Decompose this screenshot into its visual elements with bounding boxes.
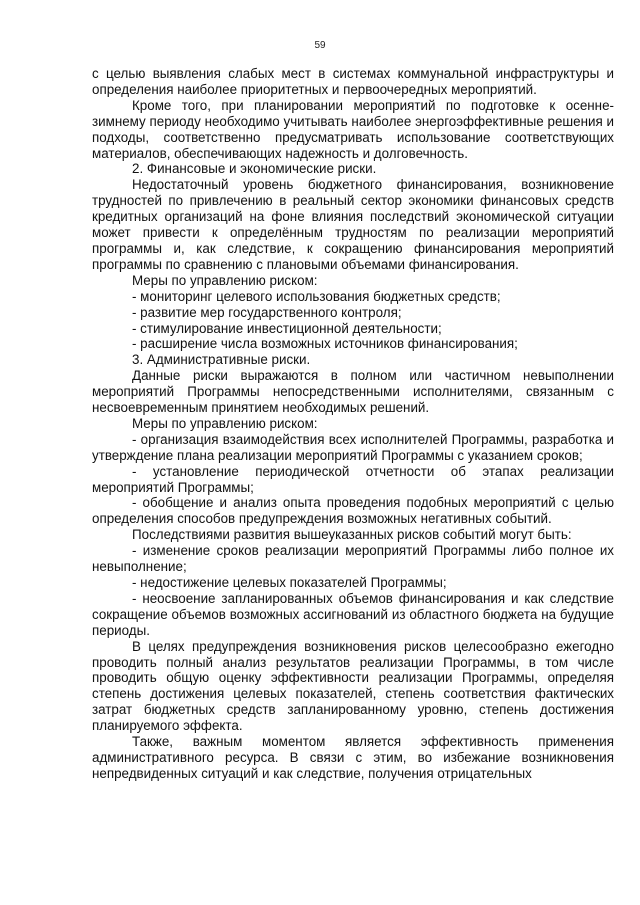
paragraph: - недостижение целевых показателей Программы; (132, 575, 447, 590)
paragraph: В целях предупреждения возникновения рисков целесообразно ежегодно проводить полный анализ результатов реализации Программы, в том числе проводить общую оценку эффективности реализации Программы, определяя степень достижения целевых показателей, степень соответствия фактических затрат бюджетных средств запланированному уровню, степень достижения планируемого эффекта. (92, 638, 614, 734)
paragraph: - неосвоение запланированных объемов финансирования и как следствие сокращение объемов возможных ассигнований из областного бюджета на будущие периоды. (92, 590, 614, 638)
paragraph: 2. Финансовые и экономические риски. (132, 161, 377, 177)
paragraph: - стимулирование инвестиционной деятельности; (132, 320, 442, 336)
paragraph: Меры по управлению риском: (132, 415, 318, 431)
paragraph: 3. Административные риски. (132, 352, 311, 368)
paragraph: - изменение сроков реализации мероприятий Программы либо полное их невыполнение; (92, 543, 614, 575)
paragraph: - обобщение и анализ опыта проведения подобных мероприятий с целью определения способов предупреждения возможных негативных событий. (92, 495, 614, 527)
paragraph: с целью выявления слабых мест в системах коммунальной инфраструктуры и определения наиболее приоритетных и первоочередных мероприятий. (92, 66, 614, 97)
paragraph: - организация взаимодействия всех исполнителей Программы, разработка и утверждение плана реализации мероприятий Программы с указанием сроков; (92, 431, 614, 463)
page-number: 59 (314, 40, 326, 51)
paragraph: Также, важным моментом является эффективность применения административного ресурса. В связи с этим, во избежание возникновения непредвиденных ситуаций и как следствие, получения отрицательных (92, 734, 614, 781)
paragraph: Кроме того, при планировании мероприятий по подготовке к осенне-зимнему периоду необходимо учитывать наиболее энергоэффективные решения и подходы, соответственно предусматривать использование соответствующих материалов, обеспечивающих надежность и долговечность. (92, 97, 614, 161)
paragraph: Недостаточный уровень бюджетного финансирования, возникновение трудностей по привлечению в реальный сектор экономики финансовых средств кредитных организаций на фоне влияния последствий экономической ситуации может привести к определённым трудностям по реализации мероприятий программы и, как следствие, к сокращению финансирования мероприятий программы по сравнению с плановыми объемами финансирования. (92, 177, 614, 272)
paragraph: - установление периодической отчетности об этапах реализации мероприятий Программы; (92, 463, 614, 495)
paragraph: - развитие мер государственного контроля; (132, 304, 402, 320)
document-body (92, 66, 614, 782)
paragraph: - мониторинг целевого использования бюджетных средств; (132, 288, 501, 304)
paragraph: Меры по управлению риском: (132, 272, 318, 288)
paragraph: Последствиями развития вышеуказанных рисков событий могут быть: (132, 527, 572, 543)
paragraph: Данные риски выражаются в полном или частичном невыполнении мероприятий Программы непосредственными исполнителями, связанным с несвоевременным принятием необходимых решений. (92, 368, 614, 416)
paragraph: - расширение числа возможных источников финансирования; (132, 336, 518, 352)
